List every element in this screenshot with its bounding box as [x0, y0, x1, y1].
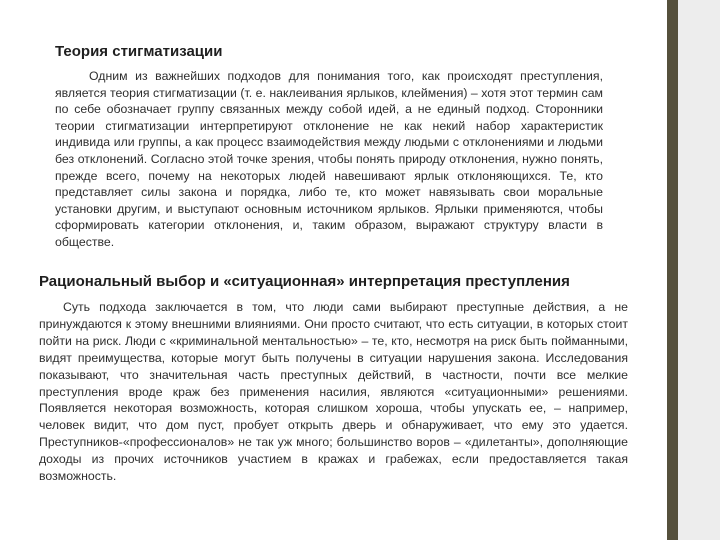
section-rational-choice	[39, 273, 628, 485]
section-paragraph: Суть подхода заключается в том, что люди сами выбирают преступные действия, а не принуждаются к этому внешними влияниями. Они просто считают, что есть ситуации, в которых стоит пойти на риск. Люди с «криминальной ментальностью» – те, кто, несмотря на риск быть пойманными, видят преимущества, которые могут быть получены в ситуации нарушения закона. Исследования показывают, что значительная часть преступных действий, в частности, почти все мелкие преступления вроде краж без применения насилия, являются «ситуационными» решениями. Появляется некоторая возможность, которая слишком хороша, чтобы упускать ее, – например, человек видит, что дом пуст, пробует открыть дверь и обнаруживает, что ему это удается. Преступников-«профессионалов» не так уж много; большинство воров – «дилетанты», дополняющие доходы из прочих источников участием в кражах и грабежах, если предоставляется такая возможность.	[39, 300, 628, 484]
section-stigmatization	[55, 43, 603, 251]
section-heading: Рациональный выбор и «ситуационная» интерпретация преступления	[39, 273, 570, 290]
section-paragraph: Одним из важнейших подходов для понимания того, как происходят преступления, является теория стигматизации (т. е. наклеивания ярлыков, клеймения) – хотя этот термин сам по себе обозначает группу связанных между собой идей, а не единый подход. Сторонники теории стигматизации интерпретируют отклонение не как некий набор характеристик индивида или группы, а как процесс взаимодействия между людьми с отклонениями и людьми без отклонений. Согласно этой точке зрения, чтобы понять природу отклонения, нужно понять, прежде всего, почему на некоторых людей навешивают ярлык отклоняющихся. Те, кто представляет силы закона и порядка, либо те, кто может навязывать свои моральные установки другим, и выступают основным источником ярлыков. Ярлыки применяются, чтобы сформировать категории отклонения, и, таким образом, выражают структуру власти в обществе.	[55, 69, 603, 249]
section-heading: Теория стигматизации	[55, 43, 223, 60]
side-accent-bar	[667, 0, 678, 540]
